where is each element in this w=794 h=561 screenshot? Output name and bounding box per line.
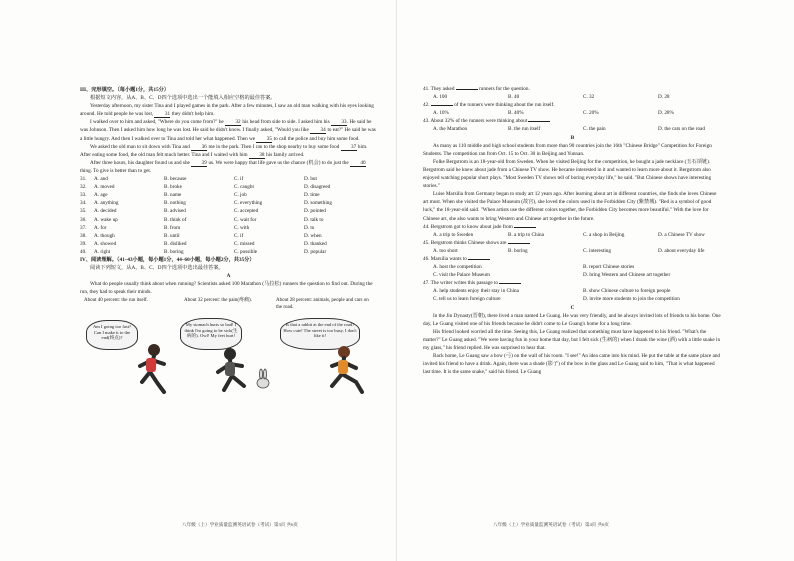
option[interactable]: A. decided bbox=[94, 208, 117, 215]
cloze-paragraph-4: After three hours, his daughter found us and she 39 us. We were happy that life gave us the chance (机会) to do just the 40 thing. To give is better than to get. bbox=[80, 159, 366, 174]
section4-instructions: 阅读下列短文，从A、B、C、D四个选项中选出最佳答案。 bbox=[90, 265, 224, 272]
cloze-paragraph-2: I walked over to him and asked, "Where do you come from?" he 32 his head from side to side. I asked him his 33. He said he was Johnson. Then I asked him how long he was lost. He said he didn't know. I finally asked, "Would you like 34 to eat?" He said he was a little hungry. And then I walked over to Tina and told her what happened. Then we 35 to call the police and buy him some food. bbox=[80, 119, 376, 142]
caption-pain: About 32 percent: the pain(疼痛). bbox=[184, 298, 252, 304]
caption-run-itself: About 40 percent: the run itself. bbox=[84, 298, 148, 304]
passage-c-label: C bbox=[570, 304, 575, 311]
option[interactable]: A. anything bbox=[94, 200, 119, 207]
option[interactable]: C. a shop in Beijing bbox=[583, 231, 625, 238]
option[interactable]: D. but bbox=[304, 176, 317, 183]
option[interactable]: C. missed bbox=[234, 240, 255, 247]
cloze-paragraph-3: We asked the old man to sit down with Tina and 36 me in the park. Then I ran to the shop nearby to buy some food 37 him. After eating some food, the old man felt much better. Tina and I waited with him 38 his family arrived. bbox=[80, 143, 368, 158]
option[interactable]: B. 40 bbox=[508, 94, 520, 101]
blank-37[interactable]: 37 bbox=[341, 144, 357, 151]
option[interactable]: D. 28 bbox=[658, 94, 670, 101]
answer-blank[interactable] bbox=[508, 243, 530, 244]
option[interactable]: C. everything bbox=[234, 200, 263, 207]
option[interactable]: A. age bbox=[94, 192, 108, 199]
option[interactable]: D. 28% bbox=[658, 110, 674, 117]
option[interactable]: A. moved bbox=[94, 184, 115, 191]
option[interactable]: B. from bbox=[164, 224, 181, 231]
option[interactable]: D. thanked bbox=[304, 240, 327, 247]
option[interactable]: D. time bbox=[304, 192, 320, 199]
option[interactable]: C. if bbox=[234, 176, 244, 183]
option[interactable]: A. help students enjoy their stay in China bbox=[433, 288, 519, 295]
question-47: 47. The writer writes this passage to bbox=[423, 279, 722, 287]
blank-39[interactable]: 39 bbox=[191, 160, 207, 167]
question-45: 45. Bergstrom thinks Chinese shows are bbox=[423, 239, 722, 247]
section4-title: IV、阅读理解。（41~43小题，每小题1分，44~60小题，每小题2分，共35分） bbox=[80, 256, 255, 263]
option[interactable]: A. too short bbox=[433, 247, 458, 254]
option[interactable]: A. though bbox=[94, 232, 115, 239]
right-page bbox=[397, 0, 794, 561]
passage-a-intro: What do people usually think about when running? Scientists asked 100 Marathon (马拉松) runners the question to find out. During the run, they had to speak their minds. bbox=[80, 281, 373, 296]
question-44: 44. Bergstrom got to know about jade from bbox=[423, 223, 722, 231]
option[interactable]: C. 32 bbox=[583, 94, 595, 101]
option[interactable]: B. boring bbox=[508, 247, 528, 254]
passage-b-label: B bbox=[570, 134, 575, 141]
option[interactable]: D. the cars on the road bbox=[658, 126, 705, 133]
options-45 bbox=[423, 247, 722, 255]
option[interactable]: C. interesting bbox=[583, 247, 611, 254]
passage-c-paragraph-3: Back home, Le Guang saw a bow (弓) on the wall of his room. "I see!" An idea came into his mind. He put the table at the same place and invited his friend to have a drink. Again, there was a shade (影子) of the bow in the glass and Le Guang said to him, "That is what happened last time. It is the same snake," said his friend. Le Guang bbox=[423, 353, 721, 376]
cloze-options bbox=[80, 175, 377, 256]
answer-blank[interactable] bbox=[431, 105, 453, 106]
option[interactable]: A. 10% bbox=[433, 110, 449, 117]
option[interactable]: B. show Chinese culture to foreign people bbox=[583, 288, 671, 295]
option[interactable]: B. nothing bbox=[164, 200, 186, 207]
passage-b-paragraph-2: Folke Bergstrom is an 18-year-old from Sweden. When he visited Beijing for the competition, he bought a jade necklace (玉石项链). Bergstrom said he knew about jade from a Chinese TV show. He became interested in it and wanted to learn more about it. Bergstrom also enjoyed watching popular short plays. "Most Sweden TV shows tell of boring everyday life," he said. "But Chinese shows have interesting stories." bbox=[423, 158, 712, 190]
option[interactable]: A. the Marathon bbox=[433, 126, 468, 133]
passage-c-paragraph-2: His friend looked worried all the time. Seeing this, Le Guang realized that something must have happened to his friend. "What's the matter?" Le Guang asked. "We were having fun in your home that day, but I felt sick (生病的) when I drank the wine (酒) with a little snake in my glass," his friend replied. He was surprised to hear that. bbox=[423, 328, 721, 351]
option[interactable]: B. the run itself bbox=[508, 126, 541, 133]
passage-b-paragraph-3: Luise Marsilia from Germany began to study art 12 years ago. After learning about art in different countries, she finds she loves Chinese art most. When she visited the Palace Museum (故宫), she loved the colors used in the Forbidden City (紫禁城). "Red is a symbol of good luck," the 18-year-old said. "When artists use the different colors together, the Forbidden City becomes more beautiful." With the love for Chinese art, she also wants to bring Western and Chinese art together in the future. bbox=[423, 191, 717, 222]
option[interactable]: B. advised bbox=[164, 208, 186, 215]
option[interactable]: D. when bbox=[304, 232, 322, 239]
blank-40[interactable]: 40 bbox=[350, 160, 366, 167]
passage-b-paragraph-1: As many as 110 middle and high school students from more than 90 countries join the 16th "Chinese Bridge" Competition for Foreign Students. The competition ran from Oct. 15 to Oct. 30 in Beijing and Yunnan. bbox=[423, 142, 712, 157]
options-42 bbox=[423, 109, 722, 117]
option[interactable]: B. disliked bbox=[164, 240, 187, 247]
option-row-34: 34. A. anything B. nothing C. everything D. something bbox=[80, 199, 377, 207]
option[interactable]: A. showed bbox=[94, 240, 117, 247]
options-43 bbox=[423, 125, 722, 133]
speech-bubble-runner-1: Am I going too fast? Can I make it to the end(终点)? bbox=[86, 320, 138, 350]
option[interactable]: C. wait for bbox=[234, 216, 257, 223]
blank-36[interactable]: 36 bbox=[191, 144, 207, 151]
speech-bubble-runner-2: My stomach hurts so bad! I think I'm going to be sick(生病的). Owl! My feet hurt! bbox=[180, 318, 242, 350]
option[interactable]: C. with bbox=[234, 224, 250, 231]
left-page-footer: 八年级（上）学业质量监测英语试卷（考试）第3页 共6页 bbox=[182, 521, 298, 527]
option[interactable]: C. if bbox=[234, 232, 244, 239]
blank-35[interactable]: 35 bbox=[256, 136, 272, 143]
option[interactable]: D. invite more students to join the competition bbox=[583, 296, 680, 303]
blank-31[interactable]: 31 bbox=[154, 111, 170, 118]
answer-blank[interactable] bbox=[514, 227, 536, 228]
option[interactable]: C. job bbox=[234, 192, 247, 199]
option[interactable]: B. until bbox=[164, 232, 180, 239]
cloze-paragraph-1: Yesterday afternoon, my sister Tina and I played games in the park. After a few minutes, I saw an old man walking with his eyes looking around. He told people he was lost, 31 they didn't help him. bbox=[80, 103, 374, 118]
option[interactable]: D. about everyday life bbox=[658, 247, 705, 254]
answer-blank[interactable] bbox=[499, 283, 521, 284]
marathon-cartoon bbox=[80, 298, 377, 398]
options-46 bbox=[423, 263, 722, 279]
option[interactable]: A. a trip to Sweden bbox=[433, 231, 474, 238]
option[interactable]: B. report Chinese stories bbox=[583, 264, 635, 271]
option[interactable]: B. think of bbox=[164, 216, 187, 223]
option[interactable]: A. for bbox=[94, 224, 107, 231]
option[interactable]: C. possible bbox=[234, 248, 258, 255]
option[interactable]: B. a trip to China bbox=[508, 231, 544, 238]
option[interactable]: D. bring Western and Chinese art together bbox=[583, 272, 671, 279]
section3-title: III、完形填空。（每小题1分，共15分） bbox=[80, 87, 170, 93]
option[interactable]: C. the pain bbox=[583, 126, 606, 133]
option-row-36: 36. A. wake up B. think of C. wait for D. talk to bbox=[80, 216, 377, 224]
option[interactable]: C. 20% bbox=[583, 110, 599, 117]
option[interactable]: C. caught bbox=[234, 184, 254, 191]
option-row-39: 39. A. showed B. disliked C. missed D. thanked bbox=[80, 240, 377, 248]
option[interactable]: D. a Chinese TV show bbox=[658, 231, 705, 238]
option[interactable]: B. boring bbox=[164, 248, 184, 255]
option-row-35: 35. A. decided B. advised C. accepted D. pointed bbox=[80, 207, 377, 215]
option-row-37: 37. A. for B. from C. with D. to bbox=[80, 224, 377, 232]
option[interactable]: A. 100 bbox=[433, 94, 448, 101]
option[interactable]: D. popular bbox=[304, 248, 327, 255]
option-row-32: 32. A. moved B. broke C. caught D. disagreed bbox=[80, 183, 377, 191]
right-page-footer: 八年级（上）学业质量监测英语试卷（考试）第4页 共6页 bbox=[493, 521, 609, 527]
option[interactable]: D. disagreed bbox=[304, 184, 331, 191]
answer-blank[interactable] bbox=[456, 89, 478, 90]
option-row-33: 33. A. age B. name C. job D. time bbox=[80, 191, 377, 199]
option-row-38: 38. A. though B. until C. if D. when bbox=[80, 232, 377, 240]
answer-blank[interactable] bbox=[468, 259, 490, 260]
option-row-31: 31. A. and B. because C. if D. but bbox=[80, 175, 377, 183]
rabbit-icon bbox=[254, 368, 272, 390]
question-43: 43. About 32% of the runners were thinking about bbox=[423, 117, 722, 125]
passage-c-paragraph-1: In the Jin Dynasty(晋朝), there lived a man named Le Guang. He was very friendly, and he always invited lots of friends to his home. One day, Le Guang visited one of his friends because he didn't come to Le Guang's home for a long time. bbox=[423, 312, 721, 327]
speech-bubble-runner-3: Is that a rabbit at the end of the road? How cute! The street is too busy, I don't like it! bbox=[280, 318, 360, 350]
caption-road: About 28 percent: animals, people and cars on the road. bbox=[276, 298, 369, 310]
blank-34[interactable]: 34 bbox=[310, 127, 326, 134]
answer-blank[interactable] bbox=[528, 121, 550, 122]
option[interactable]: C. accepted bbox=[234, 208, 259, 215]
blank-38[interactable]: 38 bbox=[249, 152, 265, 159]
blank-33[interactable]: 33 bbox=[331, 119, 347, 126]
option[interactable]: B. broke bbox=[164, 184, 182, 191]
option[interactable]: C. visit the Palace Museum bbox=[433, 272, 490, 279]
option[interactable]: A. wake up bbox=[94, 216, 118, 223]
question-41: 41. They asked runners for the question. bbox=[423, 86, 530, 92]
options-44 bbox=[423, 231, 722, 239]
option[interactable]: D. pointed bbox=[304, 208, 326, 215]
option[interactable]: A. host the competition bbox=[433, 264, 482, 271]
blank-32[interactable]: 32 bbox=[225, 119, 241, 126]
options-47 bbox=[423, 287, 722, 303]
options-41 bbox=[423, 93, 722, 101]
option[interactable]: B. because bbox=[164, 176, 187, 183]
question-46: 46. Marsilia wants to bbox=[423, 255, 722, 263]
question-42: 42. of the runners were thinking about the run itself. bbox=[423, 102, 555, 109]
option[interactable]: B. 40% bbox=[508, 110, 524, 117]
section3-instructions: 根据短文内容，从A、B、C、D四个选项中选出一个能填入相应空格的最佳答案。 bbox=[90, 95, 276, 102]
option[interactable]: D. talk to bbox=[304, 216, 324, 223]
option[interactable]: D. something bbox=[304, 200, 332, 207]
option[interactable]: B. name bbox=[164, 192, 182, 199]
runner-1-icon bbox=[124, 342, 184, 398]
option[interactable]: A. and bbox=[94, 176, 108, 183]
option[interactable]: A. right bbox=[94, 248, 111, 255]
runner-3-icon bbox=[312, 344, 374, 398]
option[interactable]: D. to bbox=[304, 224, 315, 231]
option-row-40: 40. A. right B. boring C. possible D. popular bbox=[80, 248, 377, 256]
passage-a-label: A bbox=[226, 273, 231, 280]
option[interactable]: C. tell us to learn foreign culture bbox=[433, 296, 501, 303]
